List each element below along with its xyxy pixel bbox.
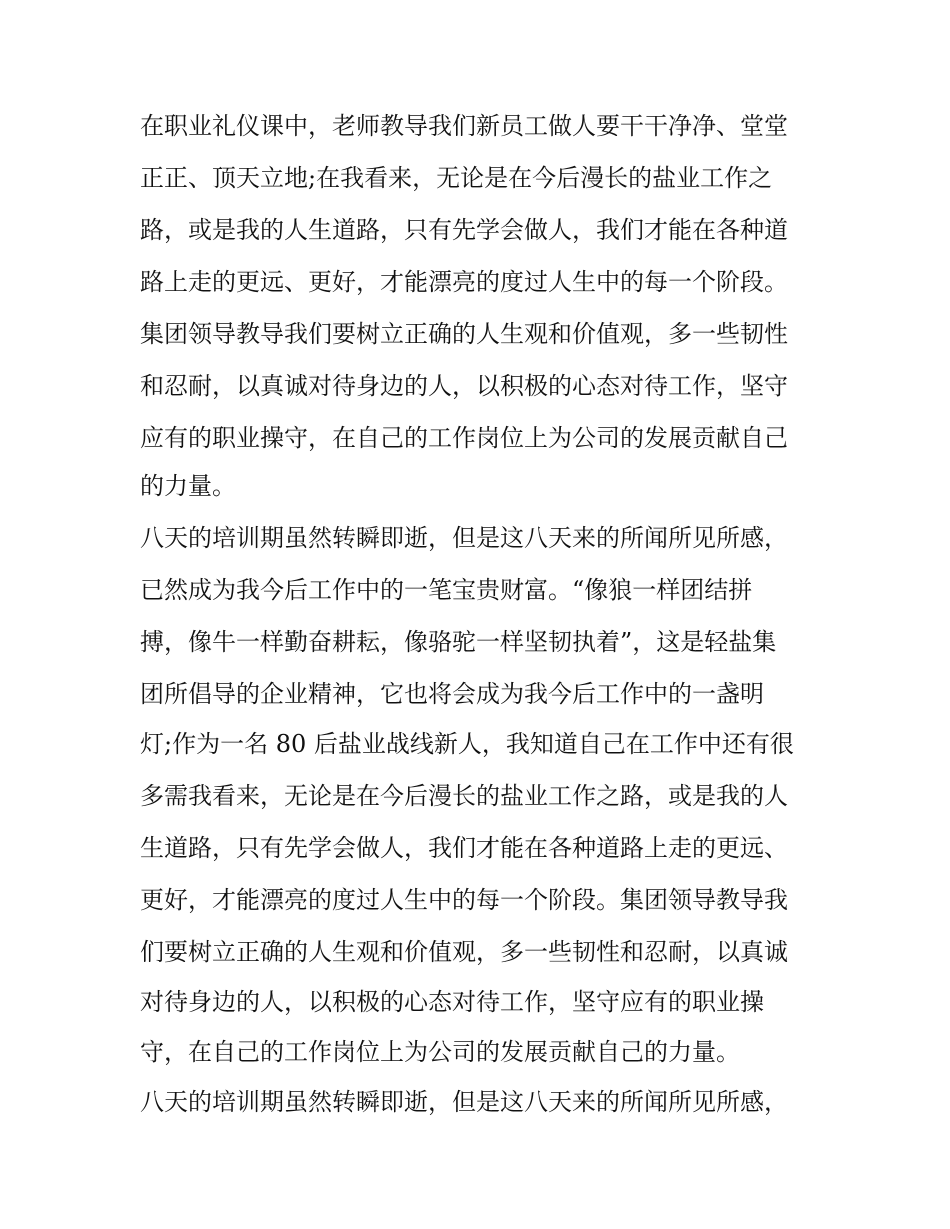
text-line: 八天的培训期虽然转瞬即逝，但是这八天来的所闻所见所感， xyxy=(140,524,788,552)
text-line: 多需我看来，无论是在今后漫长的盐业工作之路，或是我的人 xyxy=(140,782,788,810)
text-line: 路，或是我的人生道路，只有先学会做人，我们才能在各种道 xyxy=(140,216,788,244)
text-line: 生道路，只有先学会做人，我们才能在各种道路上走的更远、 xyxy=(140,834,788,862)
text-line: 已然成为我今后工作中的一笔宝贵财富。“像狼一样团结拼 xyxy=(140,576,753,604)
text-line: 团所倡导的企业精神，它也将会成为我今后工作中的一盏明 xyxy=(140,680,764,708)
text-line: 在职业礼仪课中，老师教导我们新员工做人要干干净净、堂堂 xyxy=(140,112,788,140)
text-line: 和忍耐，以真诚对待身边的人，以积极的心态对待工作，坚守 xyxy=(140,372,788,400)
text-line: 集团领导教导我们要树立正确的人生观和价值观，多一些韧性 xyxy=(140,320,788,348)
text-line: 对待身边的人，以积极的心态对待工作，坚守应有的职业操 xyxy=(140,988,764,1016)
text-line: 灯;作为一名 80 后盐业战线新人，我知道自己在工作中还有很 xyxy=(140,730,794,758)
text-line: 八天的培训期虽然转瞬即逝，但是这八天来的所闻所见所感， xyxy=(140,1088,788,1116)
text-line: 路上走的更远、更好，才能漂亮的度过人生中的每一个阶段。 xyxy=(140,268,788,296)
text-line: 正正、顶天立地;在我看来，无论是在今后漫长的盐业工作之 xyxy=(140,164,773,192)
text-line: 应有的职业操守，在自己的工作岗位上为公司的发展贡献自己 xyxy=(140,424,788,452)
text-line: 的力量。 xyxy=(140,472,236,500)
text-line: 搏，像牛一样勤奋耕耘，像骆驼一样坚韧执着”，这是轻盐集 xyxy=(140,628,777,656)
text-line: 们要树立正确的人生观和价值观，多一些韧性和忍耐，以真诚 xyxy=(140,938,788,966)
text-line: 守，在自己的工作岗位上为公司的发展贡献自己的力量。 xyxy=(140,1038,740,1066)
text-line: 更好，才能漂亮的度过人生中的每一个阶段。集团领导教导我 xyxy=(140,886,788,914)
